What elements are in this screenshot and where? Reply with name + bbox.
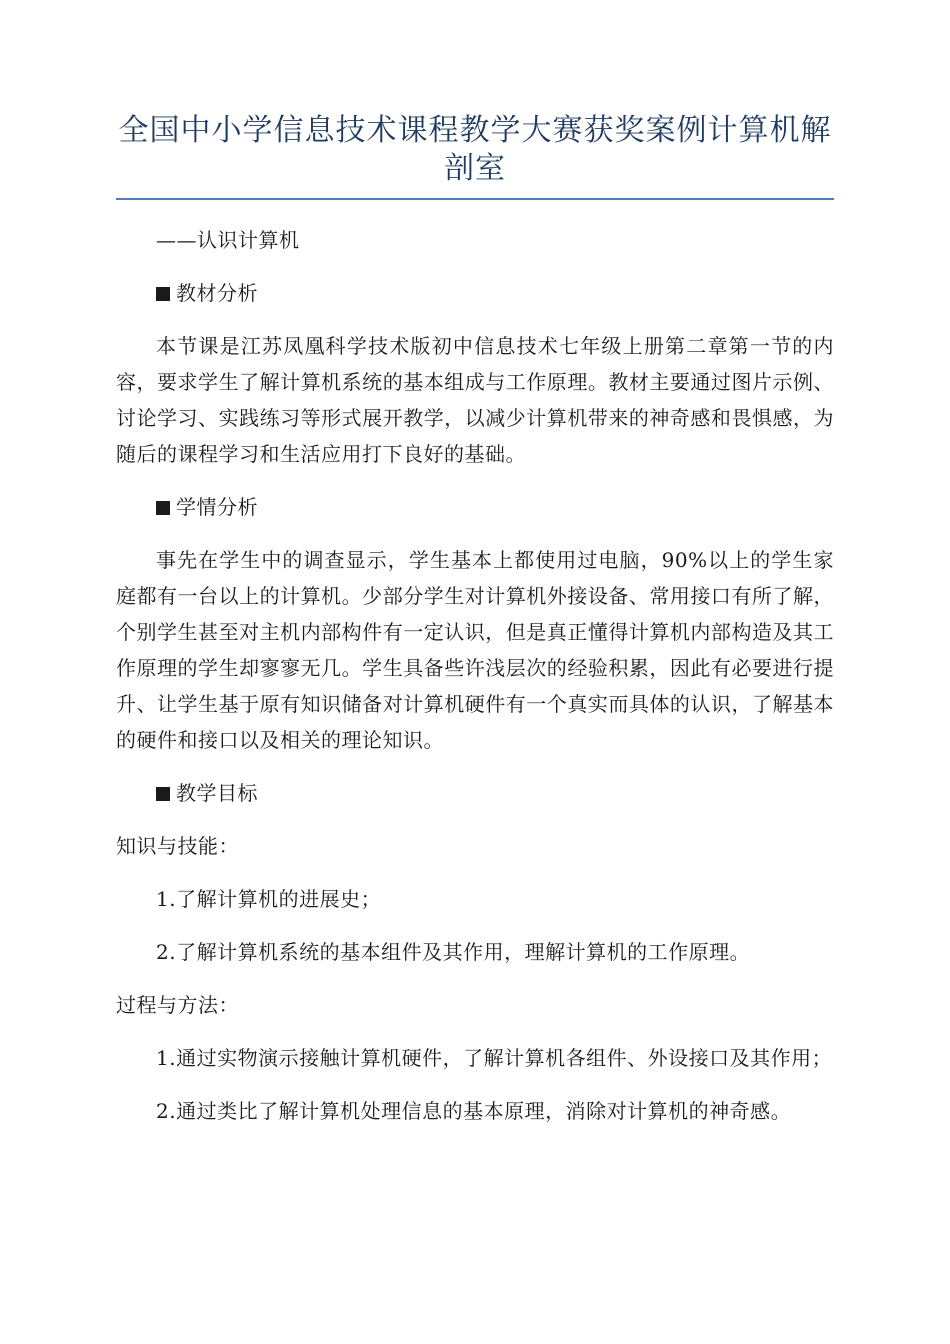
paragraph-textbook-analysis: 本节课是江苏凤凰科学技术版初中信息技术七年级上册第二章第一节的内容，要求学生了解计算机系统的基本组成与工作原理。教材主要通过图片示例、讨论学习、实践练习等形式展开教学，以减少计算机带来的神奇感和畏惧感，为随后的课程学习和生活应用打下良好的基础。: [116, 334, 834, 466]
list-item: 1.通过实物演示接触计算机硬件，了解计算机各组件、外设接口及其作用；: [156, 1046, 833, 1070]
document-page: [116, 0, 834, 1129]
section-heading-students: [116, 489, 834, 525]
black-square-bullet-icon: [156, 287, 170, 301]
list-item: 2.了解计算机系统的基本组件及其作用，理解计算机的工作原理。: [156, 940, 751, 964]
black-square-bullet-icon: [156, 787, 170, 801]
paragraph-student-analysis: 事先在学生中的调查显示，学生基本上都使用过电脑，90%以上的学生家庭都有一台以上的计算机。少部分学生对计算机外接设备、常用接口有所了解，个别学生甚至对主机内部构件有一定认识，但是真正懂得计算机内部构造及其工作原理的学生却寥寥无几。学生具备些许浅层次的经验积累，因此有必要进行提升、让学生基于原有知识储备对计算机硬件有一个真实而具体的认识，了解基本的硬件和接口以及相关的理论知识。: [116, 548, 834, 752]
section-heading-label: 教学目标: [176, 781, 258, 805]
section-heading-textbook: [116, 275, 834, 311]
black-square-bullet-icon: [156, 501, 170, 515]
section-heading-goals: [116, 775, 834, 811]
title-underline: [116, 198, 834, 200]
section-heading-label: 教材分析: [176, 281, 258, 305]
list-item: 2.通过类比了解计算机处理信息的基本原理，消除对计算机的神奇感。: [156, 1099, 792, 1123]
list-item: 1.了解计算机的进展史；: [156, 887, 382, 911]
document-subtitle: ——认识计算机: [156, 228, 300, 252]
goals-process-label: 过程与方法：: [116, 993, 239, 1017]
goals-knowledge-label: 知识与技能：: [116, 834, 239, 858]
section-heading-label: 学情分析: [176, 495, 258, 519]
document-title: 全国中小学信息技术课程教学大赛获奖案例计算机解剖室: [118, 113, 832, 186]
